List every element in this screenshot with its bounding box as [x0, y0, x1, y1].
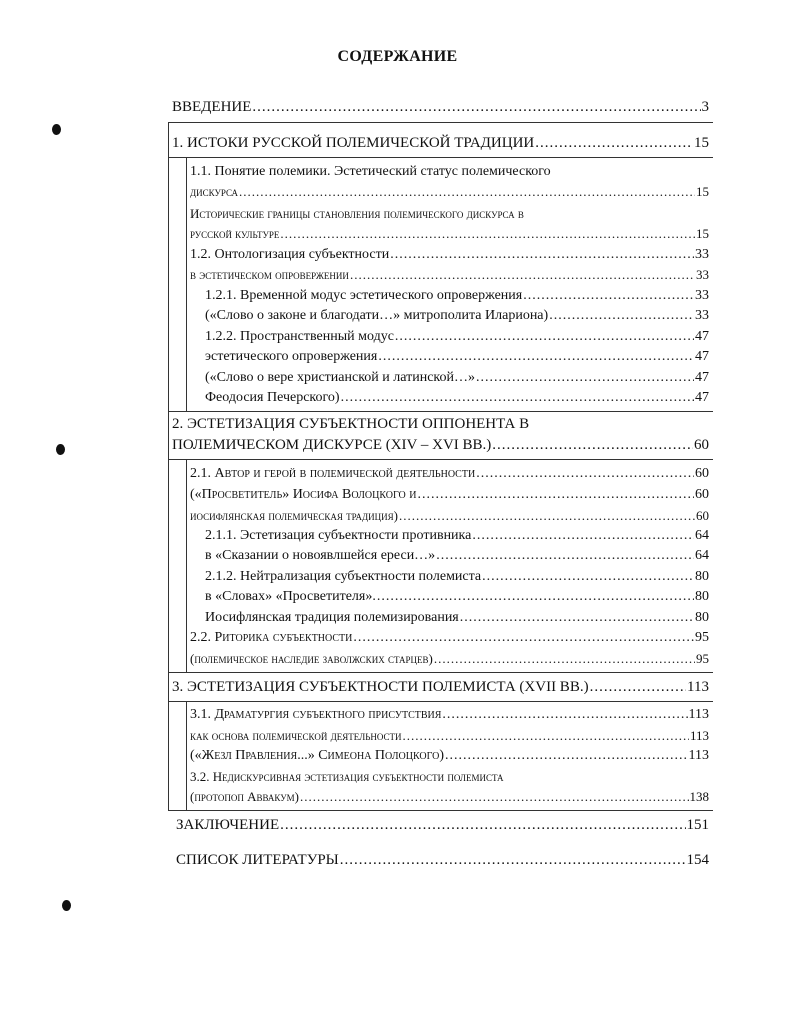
scan-dot-mark [52, 124, 61, 135]
toc-page-number: 60 [695, 487, 709, 502]
toc-entry-chapter-3[interactable] [172, 677, 709, 697]
toc-entry-chapter-1[interactable] [172, 133, 709, 153]
toc-entry-text: Иосифлянская традиция полемизирования [205, 610, 459, 625]
toc-page-number: 95 [696, 651, 709, 666]
toc-entry-1-2[interactable] [190, 245, 709, 265]
table-rule-vertical [186, 459, 187, 672]
toc-entry-text: СПИСОК ЛИТЕРАТУРЫ [176, 852, 339, 868]
toc-entry-text: в «Сказании о новоявлшейся ереси…» [205, 548, 436, 563]
toc-entry-2-1-cont2[interactable] [190, 506, 709, 526]
toc-page-number: 113 [688, 707, 709, 722]
toc-entry-text: («Жезл Правления...» Симеона Полоцкого) [190, 748, 445, 763]
toc-page-number: 47 [695, 390, 709, 405]
toc-entry-2-1-cont[interactable] [190, 485, 709, 505]
toc-entry-historical-borders-cont[interactable] [190, 224, 709, 244]
toc-entry-chapter-2-cont[interactable] [172, 435, 709, 455]
toc-entry-text: 2.2. Риторика субъектности [190, 630, 353, 645]
toc-entry-text: («Просветитель» Иосифа Волоцкого и [190, 487, 417, 502]
toc-entry-text: 1.2.2. Пространственный модус [205, 329, 394, 344]
page-title: СОДЕРЖАНИЕ [337, 48, 458, 65]
toc-entry-chapter-2[interactable] [172, 414, 709, 434]
toc-entry-text: («Слово о вере христианской и латинской…» [205, 370, 476, 385]
toc-entry-3-2-cont[interactable] [190, 787, 709, 807]
toc-entry-1-2-1[interactable] [205, 286, 709, 306]
toc-entry-text: (протопоп Аввакум) [190, 789, 299, 804]
toc-entry-text: 2. ЭСТЕТИЗАЦИЯ СУБЪЕКТНОСТИ ОППОНЕНТА В [172, 416, 530, 432]
toc-page-number: 60 [694, 437, 709, 453]
toc-entry-2-1-2-cont2[interactable] [205, 608, 709, 628]
toc-page-number: 80 [695, 569, 709, 584]
toc-entry-1-2-2-cont3[interactable] [205, 388, 709, 408]
toc-page-number: 3 [701, 99, 709, 115]
toc-entry-text: в «Словах» «Просветителя». [205, 589, 376, 604]
toc-entry-2-1-2[interactable] [205, 567, 709, 587]
toc-entry-2-1[interactable] [190, 464, 709, 484]
toc-page-number: 113 [688, 748, 709, 763]
toc-entry-3-1-cont2[interactable] [190, 746, 709, 766]
table-rule-vertical [168, 122, 169, 810]
toc-page-number: 47 [695, 329, 709, 344]
toc-entry-2-2-cont[interactable] [190, 649, 709, 669]
toc-entry-text: ПОЛЕМИЧЕСКОМ ДИСКУРСЕ (XIV – XVI ВВ.) [172, 437, 492, 453]
toc-page-number: 64 [695, 528, 709, 543]
toc-page-number: 15 [696, 226, 709, 241]
toc-entry-3-1-cont[interactable] [190, 726, 709, 746]
toc-page-number: 80 [695, 589, 709, 604]
toc-entry-text: в эстетическом опровержении [190, 267, 349, 282]
toc-entry-text: 2.1.1. Эстетизация субъектности противника [205, 528, 472, 543]
toc-page-number: 113 [687, 679, 709, 695]
table-rule [168, 122, 713, 123]
toc-entry-historical-borders[interactable] [190, 204, 709, 224]
toc-page-number: 15 [696, 184, 709, 199]
toc-page-number: 138 [689, 789, 709, 804]
table-rule [168, 411, 713, 412]
toc-entry-1-2-2-cont[interactable] [205, 347, 709, 367]
toc-entry-3-1[interactable] [190, 705, 709, 725]
toc-entry-1-1[interactable] [190, 162, 709, 182]
toc-entry-text: 3.2. Недискурсивная эстетизация субъектности полемиста [190, 769, 504, 784]
toc-entry-text: ВВЕДЕНИЕ [172, 99, 252, 115]
toc-entry-text: ЗАКЛЮЧЕНИЕ [176, 817, 280, 833]
toc-page-number: 64 [695, 548, 709, 563]
toc-entry-3-2[interactable] [190, 767, 709, 787]
toc-entry-text: 2.1. Автор и герой в полемической деятельности [190, 466, 476, 481]
toc-entry-text: 1.2. Онтологизация субъектности [190, 247, 390, 262]
scan-dot-mark [62, 900, 71, 911]
toc-entry-1-1-cont[interactable] [190, 182, 709, 202]
toc-entry-conclusion[interactable] [176, 815, 709, 835]
toc-entry-text: дискурса [190, 184, 239, 199]
toc-entry-text: эстетического опровержения [205, 349, 378, 364]
toc-entry-2-1-2-cont[interactable] [205, 587, 709, 607]
toc-entry-1-2-cont[interactable] [190, 265, 709, 285]
toc-page-number: 15 [694, 135, 709, 151]
toc-entry-text: 3.1. Драматургия субъектного присутствия [190, 707, 442, 722]
table-rule-vertical [186, 157, 187, 411]
toc-entry-text: 1.1. Понятие полемики. Эстетический статус полемического [190, 164, 551, 179]
table-rule [168, 701, 713, 702]
table-rule [168, 157, 713, 158]
toc-page-number: 80 [695, 610, 709, 625]
toc-page-number: 33 [696, 267, 709, 282]
table-rule [168, 672, 713, 673]
toc-page-number: 60 [695, 466, 709, 481]
toc-page-number: 33 [695, 247, 709, 262]
toc-entry-1-2-2-cont2[interactable] [205, 368, 709, 388]
toc-page-number: 151 [686, 817, 709, 833]
toc-entry-text: («Слово о законе и благодати…» митрополита Илариона) [205, 308, 549, 323]
toc-entry-2-2[interactable] [190, 628, 709, 648]
table-rule [168, 810, 713, 811]
toc-page-number: 60 [696, 508, 709, 523]
table-rule-vertical [186, 701, 187, 810]
toc-page-number: 47 [695, 349, 709, 364]
toc-page-number: 33 [695, 288, 709, 303]
toc-entry-text: 1.2.1. Временной модус эстетического опровержения [205, 288, 523, 303]
toc-entry-1-2-2[interactable] [205, 327, 709, 347]
toc-entry-2-1-1[interactable] [205, 526, 709, 546]
toc-page-number: 154 [686, 852, 709, 868]
toc-entry-text: русской культуре [190, 226, 280, 241]
toc-page-number: 95 [695, 630, 709, 645]
toc-entry-1-2-1-cont[interactable] [205, 306, 709, 326]
toc-entry-text: как основа полемической деятельности [190, 728, 402, 743]
toc-entry-text: 3. ЭСТЕТИЗАЦИЯ СУБЪЕКТНОСТИ ПОЛЕМИСТА (XVII ВВ.) [172, 679, 589, 695]
toc-page-number: 33 [695, 308, 709, 323]
toc-page-number: 47 [695, 370, 709, 385]
toc-entry-text: (полемическое наследие заволжских старцев) [190, 651, 433, 666]
toc-entry-text: Исторические границы становления полемического дискурса в [190, 206, 524, 221]
toc-entry-text: 1. ИСТОКИ РУССКОЙ ПОЛЕМИЧЕСКОЙ ТРАДИЦИИ [172, 135, 535, 151]
table-rule [168, 459, 713, 460]
toc-entry-bibliography[interactable] [176, 850, 709, 870]
toc-page-number: 113 [689, 728, 709, 743]
toc-entry-introduction[interactable] [172, 97, 709, 117]
toc-entry-2-1-1-cont[interactable] [205, 546, 709, 566]
toc-entry-text: 2.1.2. Нейтрализация субъектности полемиста [205, 569, 482, 584]
toc-entry-text: иосифлянская полемическая традиция) [190, 508, 398, 523]
toc-entry-text: Феодосия Печерского) [205, 390, 340, 405]
scan-dot-mark [56, 444, 65, 455]
